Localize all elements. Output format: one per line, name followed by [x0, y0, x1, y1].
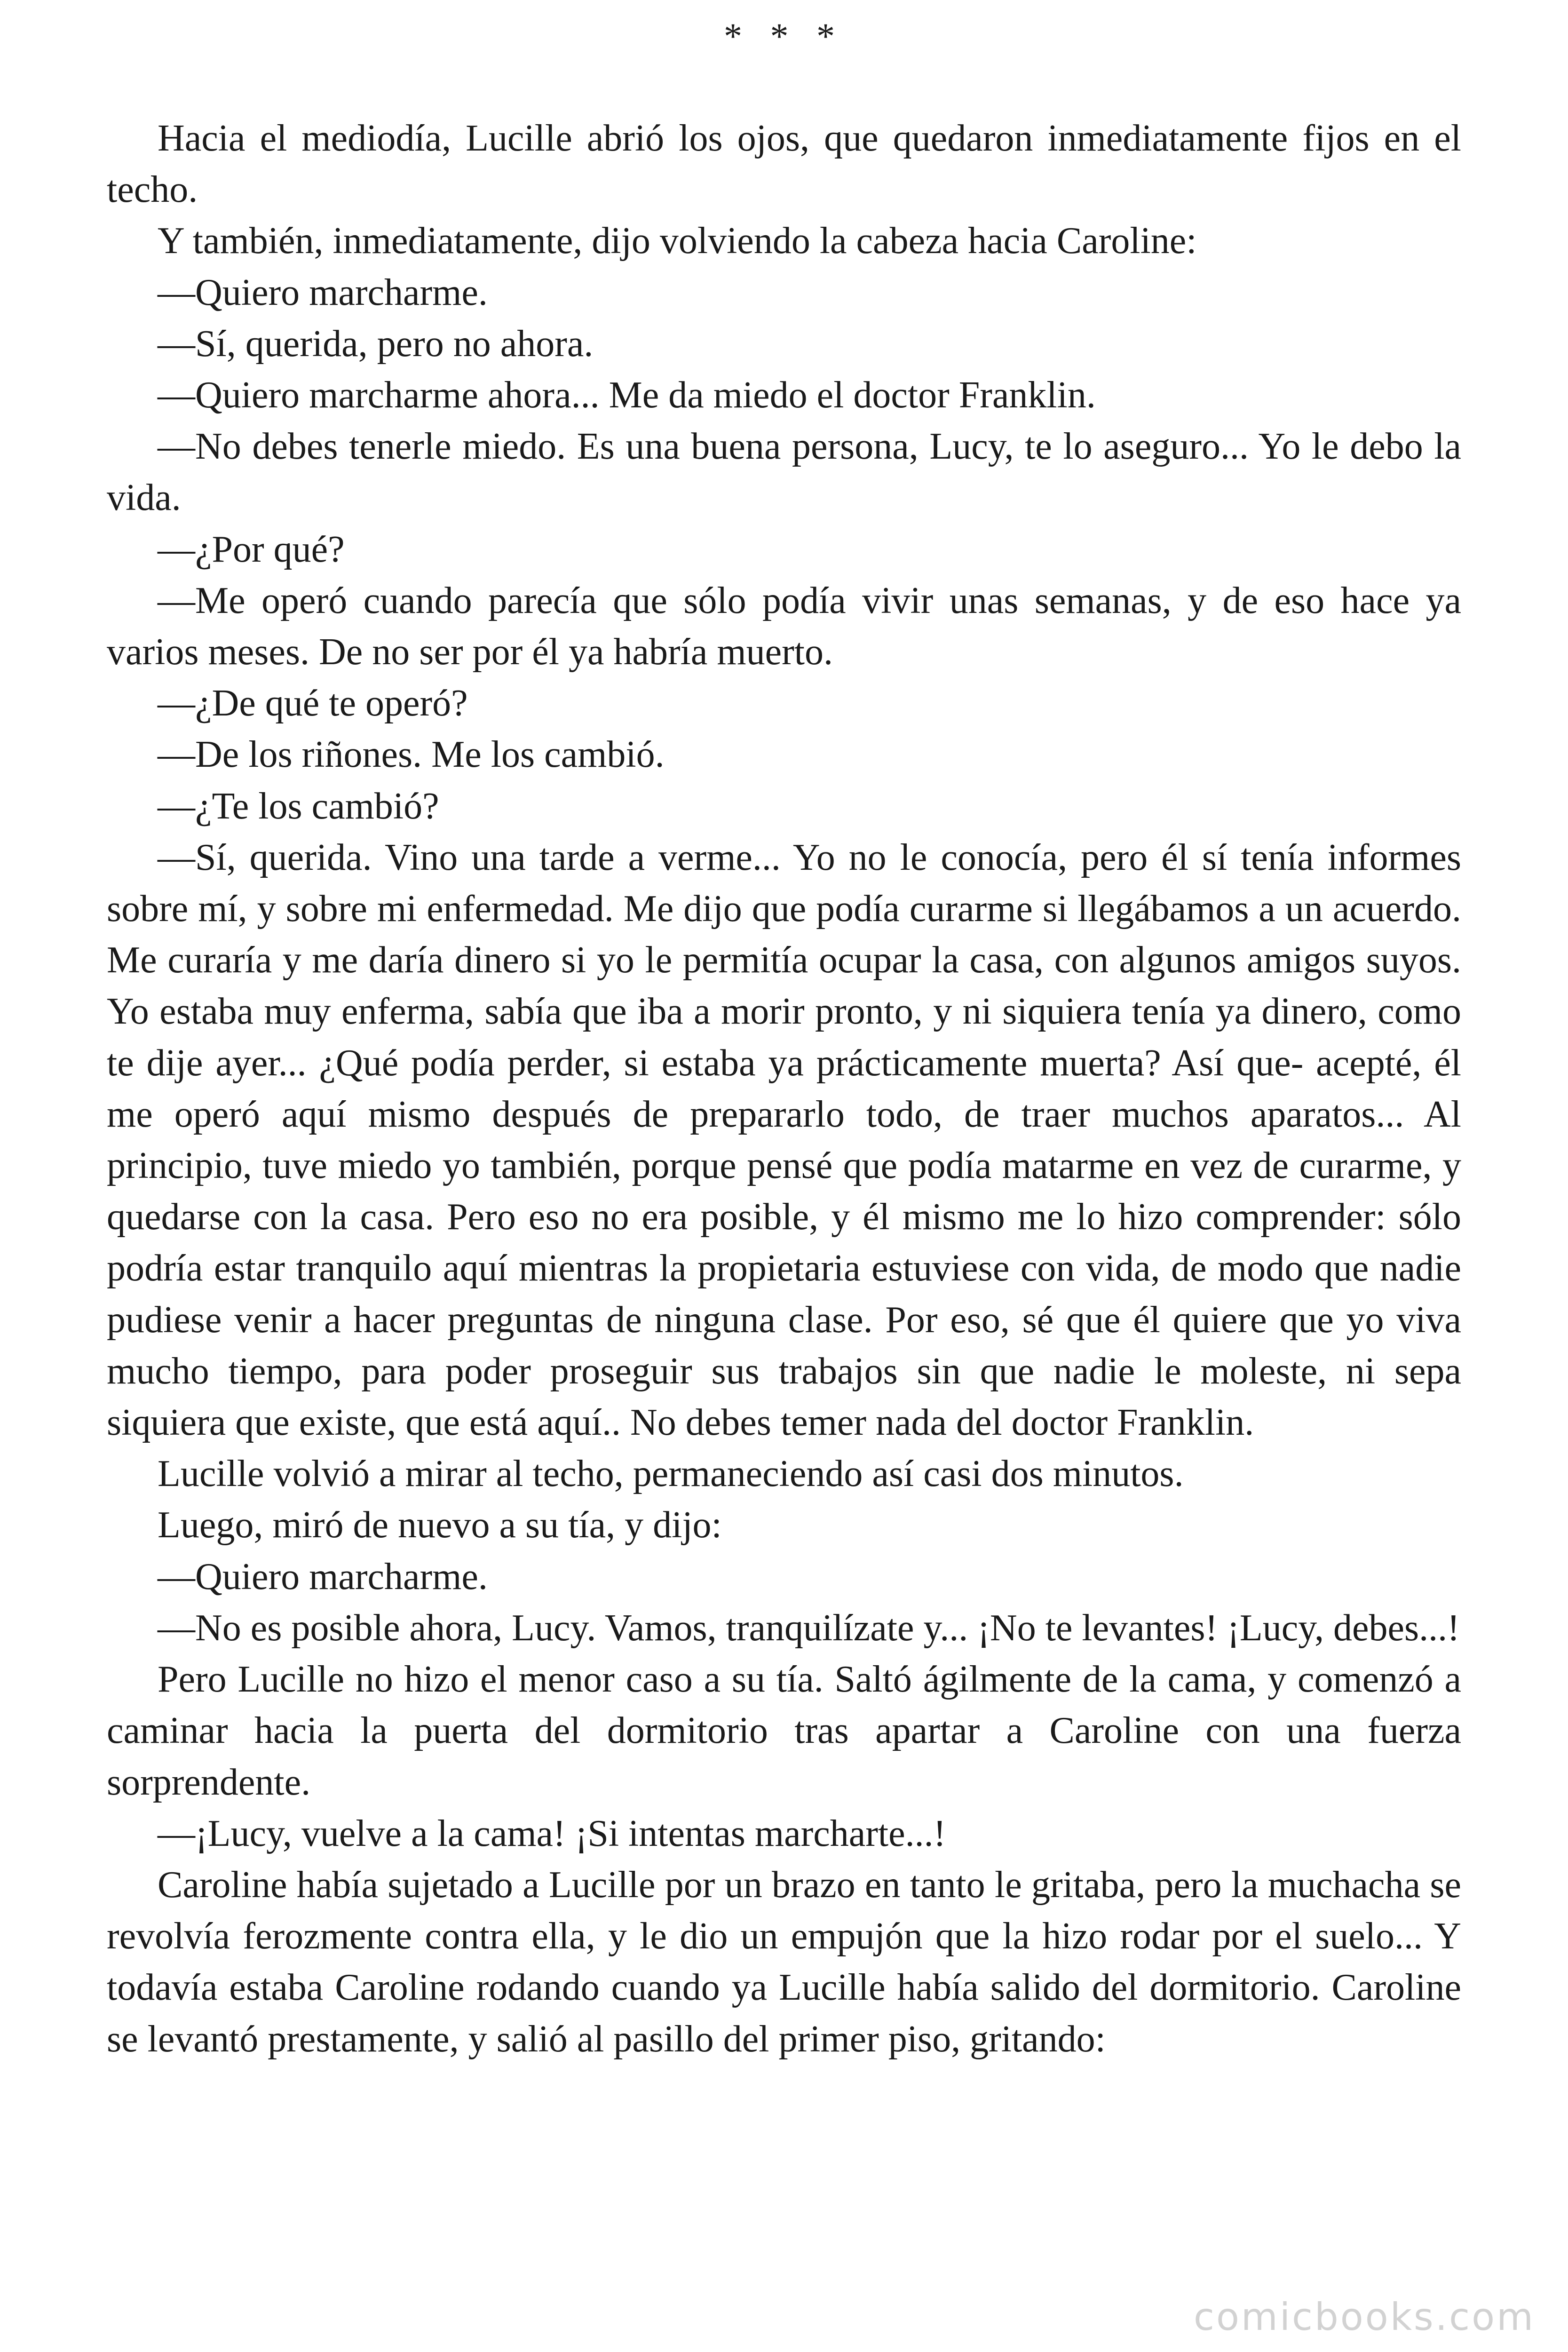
body-text: [107, 113, 1461, 2065]
paragraph: —No debes tenerle miedo. Es una buena persona, Lucy, te lo aseguro... Yo le debo la vida.: [107, 426, 1461, 519]
paragraph: Hacia el mediodía, Lucille abrió los ojos, que quedaron inmediatamente fijos en el techo.: [107, 118, 1461, 211]
section-separator: * * *: [724, 16, 844, 56]
paragraph: —Quiero marcharme.: [158, 1556, 488, 1597]
paragraph: Caroline había sujetado a Lucille por un brazo en tanto le gritaba, pero la muchacha se revolvía ferozmente contra ella, y le dio un empujón que la hizo rodar por el suelo... Y todavía estaba Caroline rodando cuando ya Lucille había salido del dormitorio. Caroline se levantó prestamente, y salió al pasillo del primer piso, gritando:: [107, 1864, 1461, 2060]
paragraph: —¿De qué te operó?: [158, 683, 468, 724]
paragraph: Y también, inmediatamente, dijo volviendo la cabeza hacia Caroline:: [158, 220, 1197, 262]
paragraph: —Me operó cuando parecía que sólo podía vivir unas semanas, y de eso hace ya varios meses. De no ser por él ya habría muerto.: [107, 580, 1461, 673]
paragraph: Luego, miró de nuevo a su tía, y dijo:: [158, 1504, 722, 1546]
paragraph: —Sí, querida, pero no ahora.: [158, 323, 594, 365]
watermark-text: comicbooks.com: [1193, 2295, 1535, 2339]
paragraph: Pero Lucille no hizo el menor caso a su tía. Saltó ágilmente de la cama, y comenzó a caminar hacia la puerta del dormitorio tras apartar a Caroline con una fuerza sorprendente.: [107, 1659, 1461, 1803]
paragraph: —¿Te los cambió?: [158, 785, 439, 827]
paragraph: Lucille volvió a mirar al techo, permaneciendo así casi dos minutos.: [158, 1453, 1184, 1495]
paragraph: —De los riñones. Me los cambió.: [158, 734, 665, 776]
paragraph: —Quiero marcharme.: [158, 271, 488, 313]
paragraph: —¡Lucy, vuelve a la cama! ¡Si intentas marcharte...!: [158, 1812, 946, 1854]
paragraph: —No es posible ahora, Lucy. Vamos, tranquilízate y... ¡No te levantes! ¡Lucy, debes...!: [158, 1607, 1460, 1649]
paragraph: —¿Por qué?: [158, 528, 345, 570]
paragraph: —Sí, querida. Vino una tarde a verme... Yo no le conocía, pero él sí tenía informes sobre mí, y sobre mi enfermedad. Me dijo que podía curarme si llegábamos a un acuerdo. Me curaría y me daría dinero si yo le permitía ocupar la casa, con algunos amigos suyos. Yo estaba muy enferma, sabía que iba a morir pronto, y ni siquiera tenía ya dinero, como te dije ayer... ¿Qué podía perder, si estaba ya prácticamente muerta? Así que- acepté, él me operó aquí mismo después de prepararlo todo, de traer muchos aparatos... Al principio, tuve miedo yo también, porque pensé que podía matarme en vez de curarme, y quedarse con la casa. Pero eso no era posible, y él mismo me lo hizo comprender: sólo podría estar tranquilo aquí mientras la propietaria estuviese con vida, de modo que nadie pudiese venir a hacer preguntas de ninguna clase. Por eso, sé que él quiere que yo viva mucho tiempo, para poder proseguir sus trabajos sin que nadie le moleste, ni sepa siquiera que existe, que está aquí.. No debes temer nada del doctor Franklin.: [107, 836, 1461, 1444]
paragraph: —Quiero marcharme ahora... Me da miedo el doctor Franklin.: [158, 374, 1096, 416]
